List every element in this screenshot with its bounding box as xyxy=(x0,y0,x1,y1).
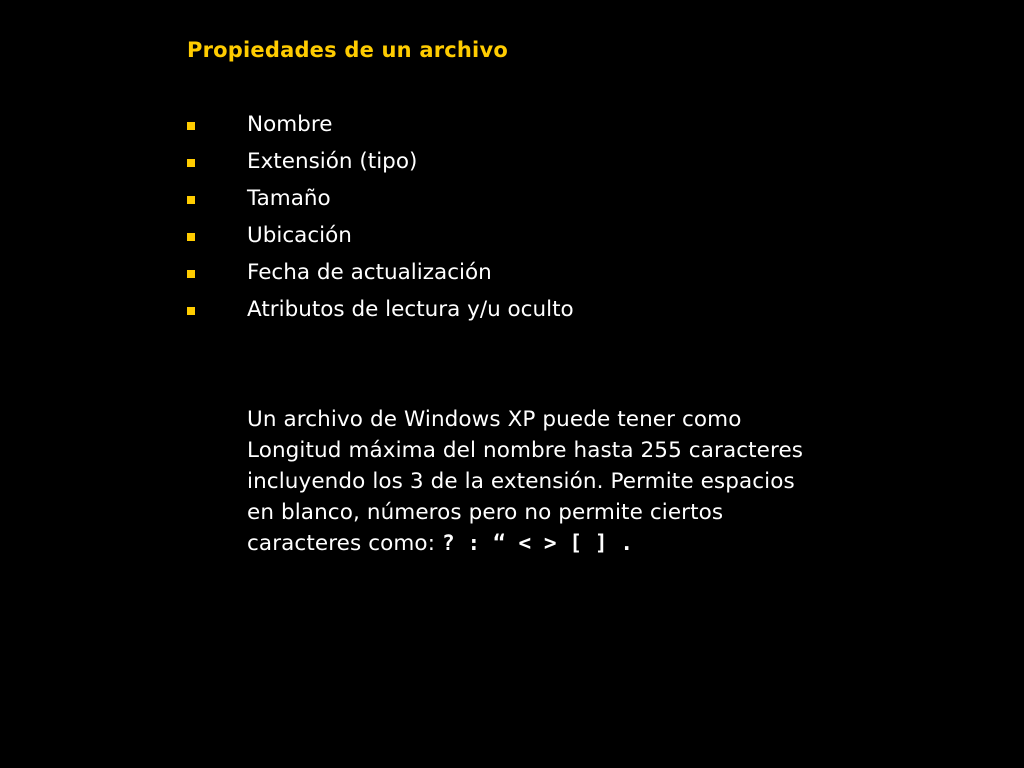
paragraph-line: en blanco, números pero no permite ciertos xyxy=(247,500,724,525)
paragraph-line: incluyendo los 3 de la extensión. Permite espacios xyxy=(247,469,795,494)
square-bullet-icon xyxy=(187,159,195,167)
paragraph-last-line-prefix: caracteres como: xyxy=(247,531,442,556)
bullet-text: Nombre xyxy=(247,112,333,137)
bullet-text: Tamaño xyxy=(247,186,331,211)
slide-title: Propiedades de un archivo xyxy=(187,38,508,62)
square-bullet-icon xyxy=(187,122,195,130)
paragraph-line: Un archivo de Windows XP puede tener como xyxy=(247,407,742,432)
square-bullet-icon xyxy=(187,307,195,315)
bullet-text: Extensión (tipo) xyxy=(247,149,418,174)
square-bullet-icon xyxy=(187,196,195,204)
bullet-text: Fecha de actualización xyxy=(247,260,492,285)
description-paragraph xyxy=(247,404,937,559)
square-bullet-icon xyxy=(187,270,195,278)
forbidden-characters: ? : “ < > [ ] . xyxy=(441,531,634,555)
bullet-text: Ubicación xyxy=(247,223,352,248)
square-bullet-icon xyxy=(187,233,195,241)
paragraph-line: Longitud máxima del nombre hasta 255 caracteres xyxy=(247,438,804,463)
bullet-text: Atributos de lectura y/u oculto xyxy=(247,297,574,322)
paragraph-last-line xyxy=(247,528,937,559)
